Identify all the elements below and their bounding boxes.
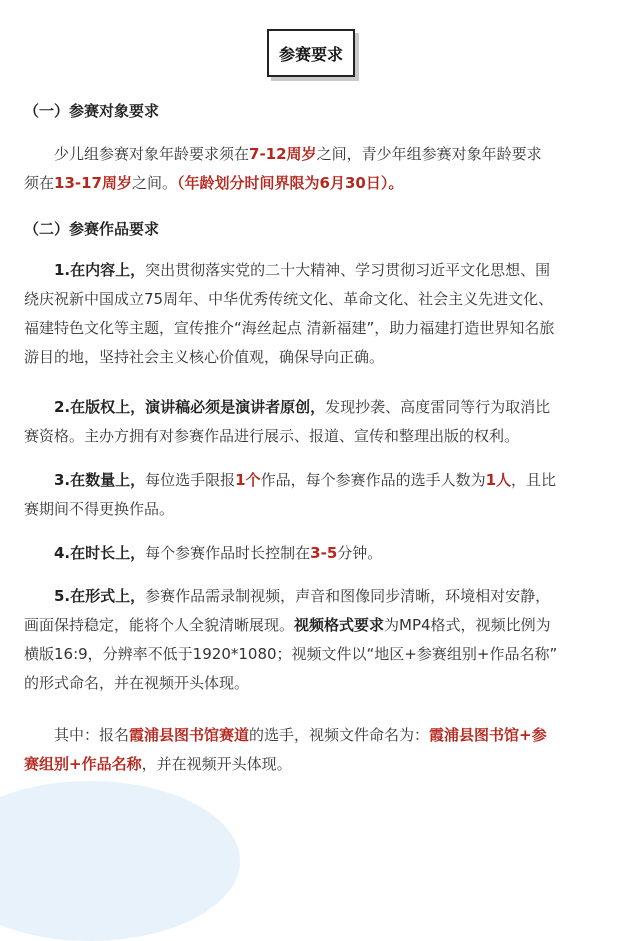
highlight-duration: 3-5 — [310, 544, 338, 562]
item-lead: 3.在数量上， — [54, 471, 146, 489]
highlight-work-count: 1个 — [235, 471, 261, 489]
section-heading-works: （二）参赛作品要求 — [24, 220, 160, 238]
paragraph-naming-note — [24, 721, 606, 779]
text-line: 福建特色文化等主题，宣传推介“海丝起点 清新福建”，助力福建打造世界知名旅 — [24, 319, 555, 337]
text-span: 为MP4格式，视频比例为 — [384, 616, 551, 634]
text-span: 之间，青少年组参赛对象年龄要求 — [316, 145, 542, 163]
text-span: ，并在视频开头体现。 — [141, 755, 292, 773]
paragraph-age-requirements — [24, 140, 606, 198]
paragraph-copyright-requirement — [24, 393, 606, 451]
paragraph-content-requirement — [24, 256, 606, 372]
highlight-person-count: 1人 — [485, 471, 512, 489]
text-line: 横版16:9，分辨率不低于1920*1080；视频文件以“地区+参赛组别+作品名称” — [24, 645, 558, 663]
highlight-age-junior: 7-12周岁 — [249, 145, 317, 163]
text-line: 的形式命名，并在视频开头体现。 — [24, 674, 250, 692]
highlight-age-cutoff: （年龄划分时间界限为6月30日）。 — [177, 174, 404, 192]
section-heading-participants: （一）参赛对象要求 — [24, 102, 160, 120]
paragraph-quantity-requirement — [24, 466, 606, 524]
text-span: 参赛作品需录制视频，声音和图像同步清晰，环境相对安静， — [145, 587, 551, 605]
text-span: 之间。 — [132, 174, 178, 192]
item-lead: 2.在版权上，演讲稿必须是演讲者原创， — [54, 398, 326, 416]
text-line: 游目的地，坚持社会主义核心价值观，确保导向正确。 — [24, 348, 385, 366]
text-line: 绕庆祝新中国成立75周年、中华优秀传统文化、革命文化、社会主义先进文化、 — [24, 290, 554, 308]
text-span: 分钟。 — [337, 544, 383, 562]
text-span: 突出贯彻落实党的二十大精神、学习贯彻习近平文化思想、围 — [145, 261, 551, 279]
highlight-file-name: 霞浦县图书馆+参 — [429, 726, 547, 744]
highlight-file-name-cont: 赛组别+作品名称 — [24, 755, 142, 773]
text-span: 少儿组参赛对象年龄要求须在 — [54, 145, 250, 163]
item-lead: 1.在内容上， — [54, 261, 146, 279]
item-lead: 5.在形式上， — [54, 587, 146, 605]
text-span: 须在 — [24, 174, 55, 192]
text-line: 赛期间不得更换作品。 — [24, 500, 175, 518]
paragraph-format-requirement — [24, 582, 606, 698]
bold-video-format: 视频格式要求 — [294, 616, 385, 634]
paragraph-duration-requirement — [24, 539, 606, 568]
text-span: 每个参赛作品时长控制在 — [145, 544, 311, 562]
title-box — [267, 29, 355, 77]
highlight-track-name: 霞浦县图书馆赛道 — [129, 726, 250, 744]
text-span: 画面保持稳定，能将个人全貌清晰展现。 — [24, 616, 295, 634]
text-line: 赛资格。主办方拥有对参赛作品进行展示、报道、宣传和整理出版的权利。 — [24, 427, 520, 445]
page-title: 参赛要求 — [278, 44, 343, 64]
text-span: ，且比 — [511, 471, 557, 489]
corner-decoration — [0, 781, 240, 941]
text-span: 作品，每个参赛作品的选手人数为 — [260, 471, 486, 489]
text-span: 的选手，视频文件命名为： — [249, 726, 430, 744]
item-lead: 4.在时长上， — [54, 544, 146, 562]
highlight-age-youth: 13-17周岁 — [54, 174, 132, 192]
text-span: 每位选手限报 — [145, 471, 236, 489]
text-span: 发现抄袭、高度雷同等行为取消比 — [325, 398, 551, 416]
text-span: 其中：报名 — [54, 726, 130, 744]
